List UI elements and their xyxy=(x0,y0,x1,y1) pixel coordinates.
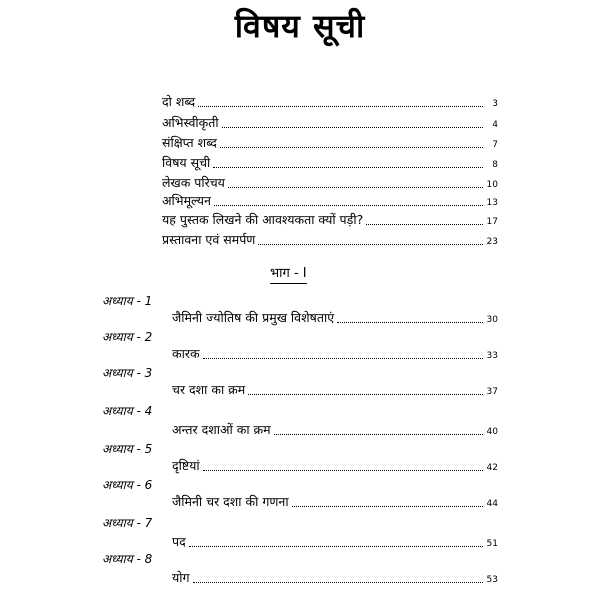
chapter-label: अध्याय - 5 xyxy=(102,442,153,456)
dot-leader xyxy=(198,106,483,107)
toc-entry xyxy=(172,494,498,510)
toc-entry xyxy=(172,346,498,362)
toc-entry-label: दृष्टियां xyxy=(172,458,200,473)
chapter-label: अध्याय - 6 xyxy=(102,478,153,492)
dot-leader xyxy=(337,322,483,323)
toc-entry-page: 51 xyxy=(486,539,498,549)
toc-entry-page: 3 xyxy=(492,99,498,109)
toc-entry-label: अभिस्वीकृती xyxy=(162,115,219,130)
toc-entry-page: 44 xyxy=(486,499,498,509)
toc-entry-page: 13 xyxy=(486,198,498,208)
toc-entry xyxy=(162,115,498,131)
toc-entry xyxy=(172,570,498,586)
toc-entry-label: विषय सूची xyxy=(162,155,211,170)
chapter-label: अध्याय - 7 xyxy=(102,516,153,530)
dot-leader xyxy=(366,224,483,225)
dot-leader xyxy=(222,127,483,128)
toc-entry xyxy=(162,155,498,171)
dot-leader xyxy=(193,582,483,583)
toc-entry xyxy=(172,534,498,550)
toc-entry-label: योग xyxy=(172,570,190,585)
chapter-label: अध्याय - 8 xyxy=(102,552,153,566)
toc-entry-page: 17 xyxy=(486,217,498,227)
toc-entry-page: 4 xyxy=(492,120,498,130)
toc-entry-page: 40 xyxy=(486,427,498,437)
toc-entry-label: अभिमूल्यन xyxy=(162,193,211,208)
toc-entry-page: 42 xyxy=(486,463,498,473)
toc-entry xyxy=(162,94,498,110)
dot-leader xyxy=(213,167,483,168)
part-heading: भाग - I xyxy=(270,266,307,284)
toc-entry-label: जैमिनी चर दशा की गणना xyxy=(172,494,289,509)
dot-leader xyxy=(203,470,483,471)
toc-entry-label: दो शब्द xyxy=(162,94,196,109)
chapter-label: अध्याय - 3 xyxy=(102,366,153,380)
toc-entry-label: संक्षिप्त शब्द xyxy=(162,135,217,150)
toc-entry xyxy=(162,193,498,209)
dot-leader xyxy=(228,187,483,188)
dot-leader xyxy=(189,546,483,547)
toc-entry-page: 8 xyxy=(492,160,498,170)
dot-leader xyxy=(292,506,483,507)
toc-entry xyxy=(172,422,498,438)
page-title: विषय सूची xyxy=(234,7,366,45)
dot-leader xyxy=(214,205,483,206)
dot-leader xyxy=(248,394,483,395)
toc-entry xyxy=(162,212,498,228)
dot-leader xyxy=(220,147,483,148)
dot-leader xyxy=(274,434,483,435)
toc-entry-page: 10 xyxy=(486,180,498,190)
toc-entry-label: लेखक परिचय xyxy=(162,175,225,190)
toc-entry-page: 7 xyxy=(492,140,498,150)
toc-entry-page: 30 xyxy=(486,315,498,325)
dot-leader xyxy=(203,358,483,359)
toc-entry-page: 37 xyxy=(486,387,498,397)
chapter-label: अध्याय - 1 xyxy=(102,294,153,308)
toc-entry xyxy=(162,135,498,151)
toc-entry xyxy=(172,458,498,474)
toc-entry xyxy=(172,310,498,326)
toc-entry-label: अन्तर दशाओं का क्रम xyxy=(172,422,271,437)
dot-leader xyxy=(258,244,483,245)
toc-entry xyxy=(162,175,498,191)
toc-entry-label: कारक xyxy=(172,346,200,361)
toc-entry-label: पद xyxy=(172,534,186,549)
toc-entry-page: 23 xyxy=(486,237,498,247)
toc-entry-page: 53 xyxy=(486,575,498,585)
toc-entry xyxy=(172,382,498,398)
chapter-label: अध्याय - 4 xyxy=(102,404,153,418)
chapter-label: अध्याय - 2 xyxy=(102,330,153,344)
toc-entry-label: चर दशा का क्रम xyxy=(172,382,246,397)
toc-entry-label: जैमिनी ज्योतिष की प्रमुख विशेषताएं xyxy=(172,310,335,325)
toc-entry-label: यह पुस्तक लिखने की आवश्यकता क्यों पड़ी? xyxy=(162,212,364,227)
toc-entry-page: 33 xyxy=(486,351,498,361)
toc-entry-label: प्रस्तावना एवं समर्पण xyxy=(162,232,256,247)
toc-entry xyxy=(162,232,498,248)
